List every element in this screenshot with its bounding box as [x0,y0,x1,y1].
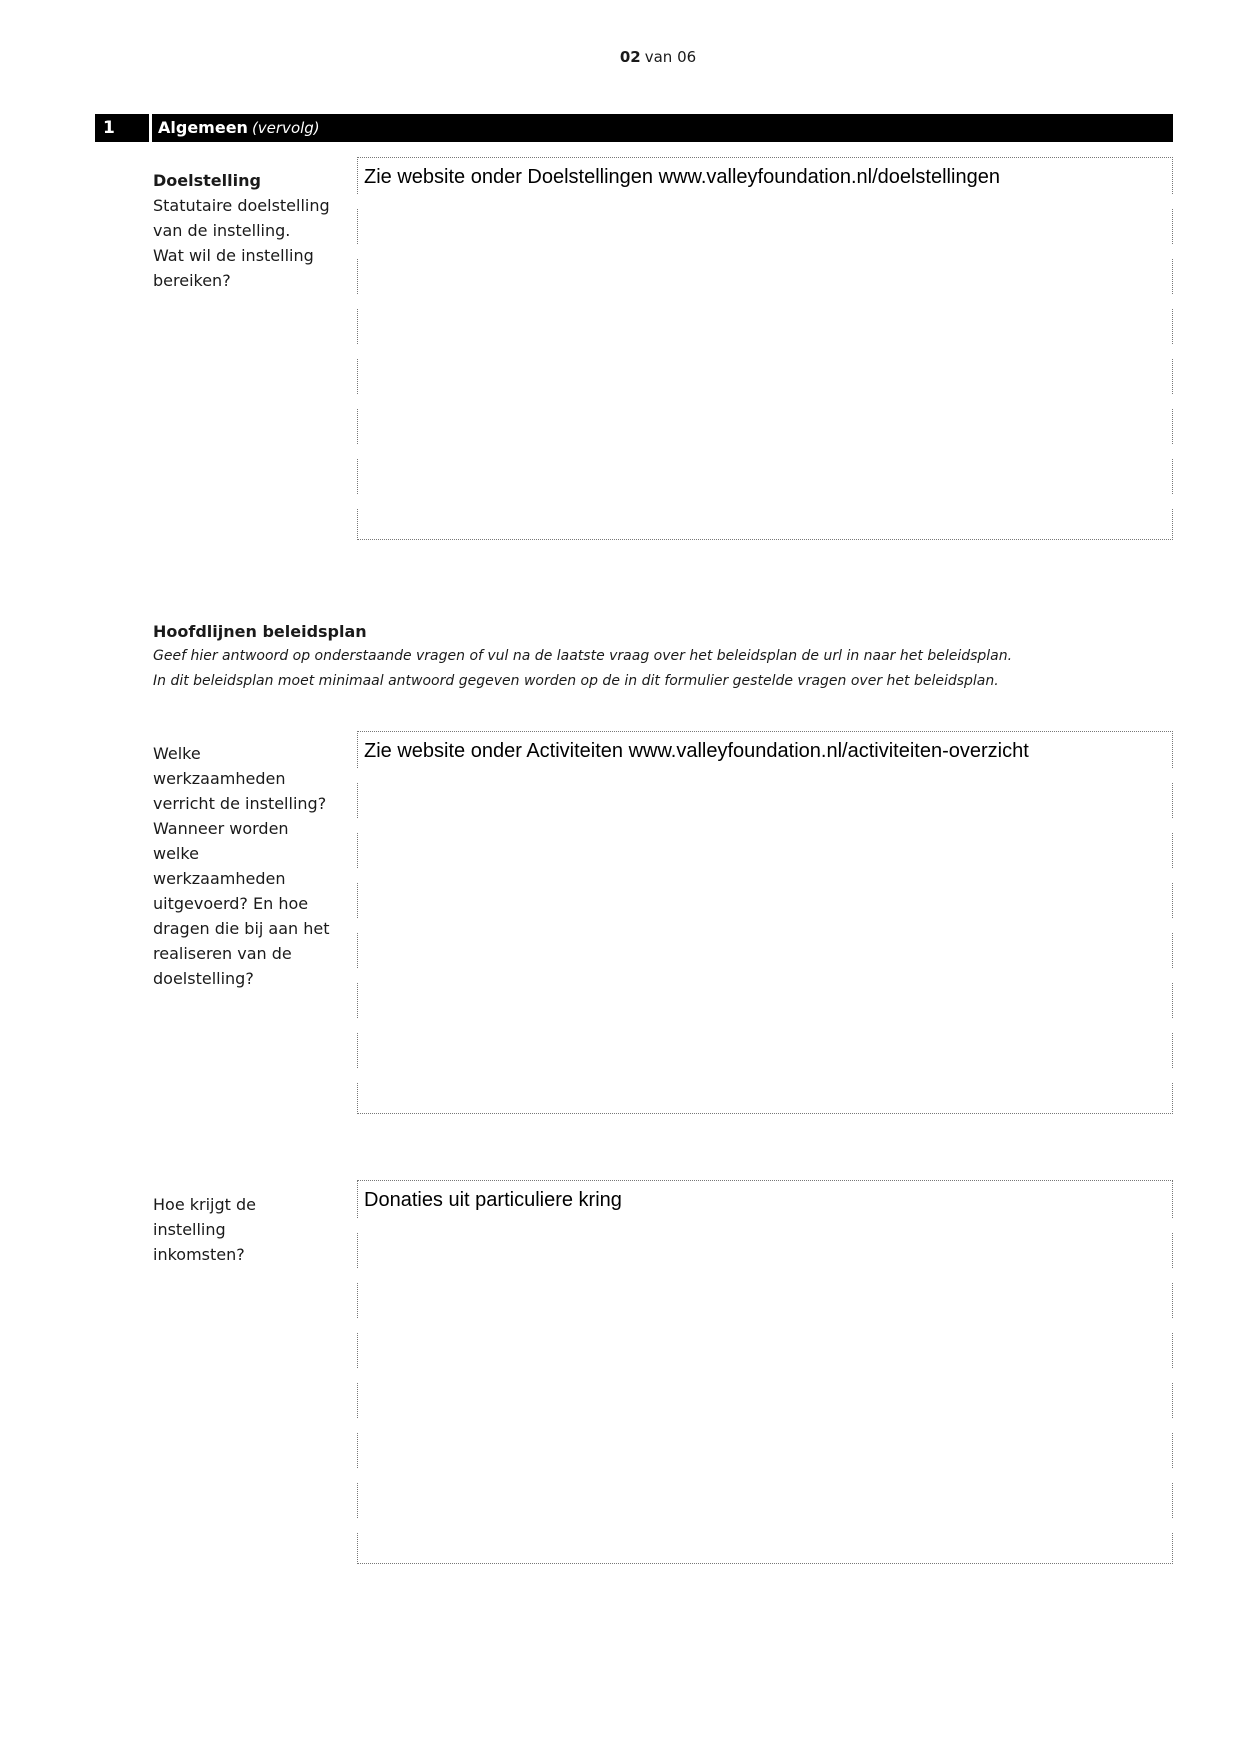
doelstelling-answer-field[interactable] [357,157,1173,540]
doelstelling-line: bereiken? [153,271,231,290]
page-number [0,48,1240,66]
beleidsplan-intro-line: In dit beleidsplan moet minimaal antwoord gegeven worden op de in dit formulier gestelde vragen over het beleidsplan. [153,673,999,689]
doelstelling-line: van de instelling. [153,221,291,240]
beleidsplan-heading [153,619,1153,694]
inkomsten-answer-field[interactable] [357,1180,1173,1564]
doelstelling-answer: Zie website onder Doelstellingen www.valleyfoundation.nl/doelstellingen [364,166,1000,188]
werkzaamheden-line: realiseren van de [153,944,292,963]
werkzaamheden-line: dragen die bij aan het [153,919,330,938]
section-header [152,114,1173,142]
beleidsplan-title: Hoofdlijnen beleidsplan [153,622,367,641]
inkomsten-line: Hoe krijgt de instelling [153,1195,256,1239]
werkzaamheden-line: welke werkzaamheden [153,844,286,888]
section-number: 1 [95,114,149,142]
werkzaamheden-answer: Zie website onder Activiteiten www.valleyfoundation.nl/activiteiten-overzicht [364,740,1029,762]
werkzaamheden-line: verricht de instelling? [153,794,327,813]
werkzaamheden-answer-field[interactable] [357,731,1173,1114]
werkzaamheden-line: doelstelling? [153,969,254,988]
page-current: 02 [619,48,641,66]
inkomsten-answer: Donaties uit particuliere kring [364,1189,622,1211]
doelstelling-label [153,168,331,293]
doelstelling-line: Statutaire doelstelling [153,196,330,215]
page-total: van 06 [644,48,697,66]
werkzaamheden-line: Wanneer worden [153,819,289,838]
werkzaamheden-label [153,741,331,991]
inkomsten-line: inkomsten? [153,1245,245,1264]
beleidsplan-intro-line: Geef hier antwoord op onderstaande vragen of vul na de laatste vraag over het beleidsplan de url in naar het beleidsplan. [153,648,1013,664]
section-title: Algemeen [158,118,248,137]
werkzaamheden-line: uitgevoerd? En hoe [153,894,309,913]
werkzaamheden-line: Welke werkzaamheden [153,744,286,788]
doelstelling-line: Wat wil de instelling [153,246,314,265]
section-subtitle: (vervolg) [251,119,320,137]
inkomsten-label [153,1192,331,1267]
doelstelling-title: Doelstelling [153,171,261,190]
